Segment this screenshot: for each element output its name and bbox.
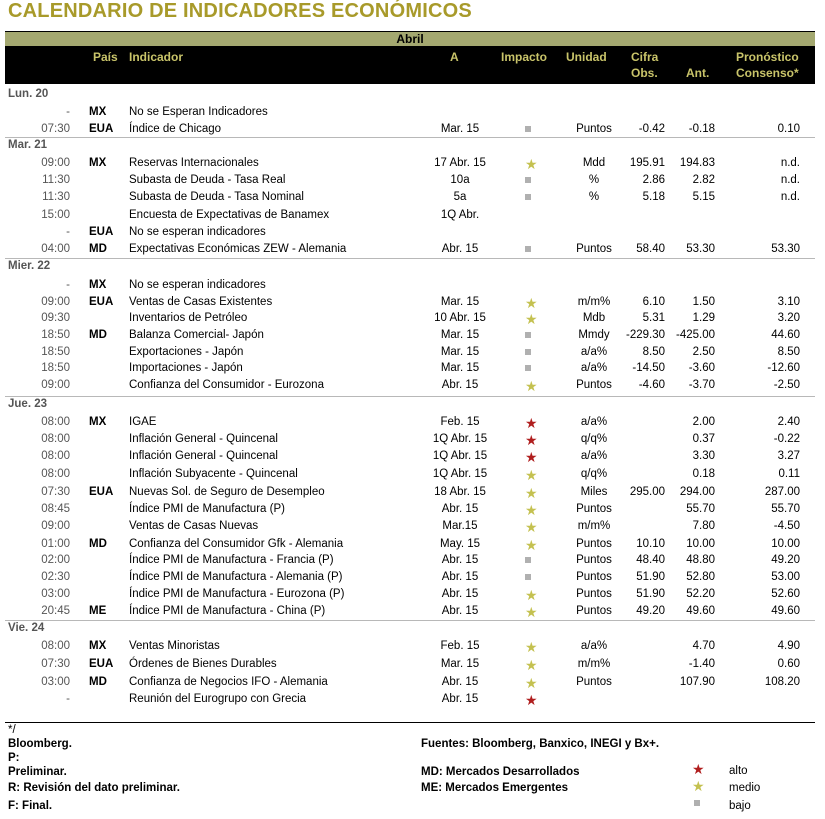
row-consensus: -4.50 <box>773 520 800 532</box>
footer-fuentes: Fuentes: Bloomberg, Banxico, INEGI y Bx+. <box>421 738 660 750</box>
page-title: CALENDARIO DE INDICADORES ECONÓMICOS <box>8 0 472 22</box>
row-time: 11:30 <box>42 191 70 203</box>
row-previous: 53.30 <box>686 243 715 255</box>
row-observed: 295.00 <box>629 486 665 498</box>
row-consensus: 287.00 <box>764 486 800 498</box>
row-period: 1Q Abr. 15 <box>432 468 488 480</box>
row-time: 09:00 <box>41 379 70 391</box>
row-previous: 55.70 <box>686 503 715 515</box>
row-period: Mar. 15 <box>440 329 480 341</box>
row-consensus: 108.20 <box>764 676 800 688</box>
table-row <box>5 327 815 344</box>
row-consensus: 2.40 <box>777 416 800 428</box>
row-unit: m/m% <box>577 520 611 532</box>
row-consensus: 55.70 <box>771 503 800 515</box>
table-header <box>5 46 815 84</box>
row-country: ME <box>89 605 107 617</box>
row-country: MX <box>89 416 107 428</box>
row-unit: Puntos <box>576 676 612 688</box>
row-consensus: 3.10 <box>777 296 800 308</box>
row-observed: 51.90 <box>636 588 665 600</box>
row-indicator: Encuesta de Expectativas de Banamex <box>129 209 330 221</box>
row-indicator: Confianza del Consumidor Gfk - Alemania <box>129 538 344 550</box>
row-country: MD <box>89 243 107 255</box>
row-period: Mar. 15 <box>440 123 480 135</box>
row-consensus: 0.11 <box>778 468 800 480</box>
row-previous: -3.60 <box>688 362 715 374</box>
row-period: Mar. 15 <box>440 346 480 358</box>
row-previous: 2.00 <box>692 416 715 428</box>
month-bar: Abril <box>5 31 815 47</box>
row-unit: Puntos <box>576 538 612 550</box>
row-previous: -3.70 <box>688 379 715 391</box>
row-observed: 5.31 <box>642 312 665 324</box>
footer-preliminar: Preliminar. <box>8 766 67 778</box>
row-previous: 194.83 <box>679 157 715 169</box>
footer-bloomberg: Bloomberg. <box>8 738 72 750</box>
row-indicator: Expectativas Económicas ZEW - Alemania <box>129 243 347 255</box>
row-consensus: 49.20 <box>771 554 800 566</box>
row-unit: a/a% <box>580 416 608 428</box>
row-time: 01:00 <box>41 538 70 550</box>
row-previous: 3.30 <box>692 450 715 462</box>
row-indicator: Ventas de Casas Nuevas <box>129 520 259 532</box>
day-header: Lun. 20 <box>8 88 49 100</box>
row-observed: 51.90 <box>636 571 665 583</box>
row-consensus: 3.20 <box>777 312 800 324</box>
row-indicator: Índice PMI de Manufactura - Francia (P) <box>129 554 334 566</box>
row-unit: a/a% <box>580 346 608 358</box>
row-indicator: Reservas Internacionales <box>129 157 259 169</box>
row-unit: q/q% <box>580 433 608 445</box>
row-country: MX <box>89 157 107 169</box>
row-unit: % <box>588 174 600 186</box>
row-indicator: Reunión del Eurogrupo con Grecia <box>129 693 307 705</box>
row-unit: Puntos <box>576 554 612 566</box>
legend-alto-star-icon: ★ <box>692 761 705 777</box>
row-time: 08:00 <box>41 450 70 462</box>
row-unit: a/a% <box>580 362 608 374</box>
header-cifra: Cifra <box>631 50 659 64</box>
row-time: 07:30 <box>41 486 70 498</box>
row-observed: -14.50 <box>632 362 665 374</box>
row-country: EUA <box>89 226 114 238</box>
row-period: Mar. 15 <box>440 296 480 308</box>
header-impacto: Impacto <box>501 50 548 64</box>
row-unit: a/a% <box>580 450 608 462</box>
row-indicator: Índice PMI de Manufactura - Alemania (P) <box>129 571 343 583</box>
row-time: 07:30 <box>41 658 70 670</box>
row-time: 18:50 <box>41 346 70 358</box>
row-period: Feb. 15 <box>440 640 480 652</box>
row-time: 09:00 <box>41 296 70 308</box>
row-period: Abr. 15 <box>441 503 479 515</box>
row-unit: Puntos <box>576 379 612 391</box>
row-consensus: 10.00 <box>771 538 800 550</box>
row-observed: 49.20 <box>636 605 665 617</box>
row-indicator: Subasta de Deuda - Tasa Nominal <box>129 191 304 203</box>
row-period: Abr. 15 <box>441 243 479 255</box>
header-pais: País <box>93 50 118 64</box>
row-previous: -0.18 <box>688 123 715 135</box>
table-row <box>5 241 815 258</box>
row-period: 5a <box>453 191 467 203</box>
table-row: 03:00 MD Confianza de Negocios IFO - Alemania Abr. 15 Puntos 107.90 108.20 ★ <box>5 674 815 691</box>
row-previous: 1.29 <box>692 312 715 324</box>
row-observed: 2.86 <box>642 174 665 186</box>
row-previous: 2.82 <box>692 174 715 186</box>
row-observed: 8.50 <box>642 346 665 358</box>
row-previous: 0.37 <box>692 433 715 445</box>
row-previous: 2.50 <box>692 346 715 358</box>
row-indicator: Órdenes de Bienes Durables <box>129 658 277 670</box>
row-indicator: Confianza del Consumidor - Eurozona <box>129 379 324 391</box>
row-indicator: Inflación Subyacente - Quincenal <box>129 468 298 480</box>
row-indicator: Ventas Minoristas <box>129 640 220 652</box>
row-period: Abr. 15 <box>441 588 479 600</box>
row-time: 11:30 <box>42 174 70 186</box>
day-header: Vie. 24 <box>8 622 45 634</box>
row-period: 10a <box>450 174 470 186</box>
footer-divider <box>5 722 815 723</box>
row-unit: m/m% <box>577 296 611 308</box>
table-row: 09:00 Ventas de Casas Nuevas Mar.15 m/m% 7.80 -4.50 ★ <box>5 518 815 535</box>
row-time: 09:00 <box>41 520 70 532</box>
legend-alto-label: alto <box>729 765 748 777</box>
row-consensus: 44.60 <box>771 329 800 341</box>
row-previous: 0.18 <box>692 468 715 480</box>
row-period: 17 Abr. 15 <box>434 157 486 169</box>
row-unit: Miles <box>580 486 608 498</box>
row-unit: q/q% <box>580 468 608 480</box>
table-row <box>5 360 815 377</box>
row-time: - <box>66 279 70 291</box>
row-consensus: -0.22 <box>773 433 800 445</box>
row-time: 03:00 <box>41 588 70 600</box>
row-period: Mar. 15 <box>440 362 480 374</box>
row-time: - <box>66 106 70 118</box>
row-indicator: IGAE <box>129 416 157 428</box>
row-previous: 49.60 <box>686 605 715 617</box>
row-unit: a/a% <box>580 640 608 652</box>
row-consensus: n.d. <box>780 191 800 203</box>
table-row <box>5 552 815 569</box>
row-indicator: No se Esperan Indicadores <box>129 106 268 118</box>
footer-final: F: Final. <box>8 800 53 812</box>
table-row: 03:00 Índice PMI de Manufactura - Eurozona (P) Abr. 15 Puntos 51.90 52.20 52.60 ★ <box>5 586 815 603</box>
day-separator <box>5 620 815 621</box>
table-row <box>5 344 815 361</box>
row-previous: -1.40 <box>688 658 715 670</box>
row-observed: -229.30 <box>625 329 665 341</box>
row-time: 18:50 <box>41 329 70 341</box>
footer-revision: R: Revisión del dato preliminar. <box>8 782 180 794</box>
row-unit: Puntos <box>576 123 612 135</box>
row-indicator: No se esperan indicadores <box>129 279 266 291</box>
row-country: EUA <box>89 658 114 670</box>
row-unit: % <box>588 191 600 203</box>
row-unit: Puntos <box>576 503 612 515</box>
table-row: 07:30 EUA Órdenes de Bienes Durables Mar. 15 m/m% -1.40 0.60 ★ <box>5 656 815 673</box>
row-period: Abr. 15 <box>441 379 479 391</box>
row-period: 1Q Abr. <box>440 209 480 221</box>
row-previous: 107.90 <box>679 676 715 688</box>
legend-bajo-square-icon <box>694 800 700 806</box>
row-country: MX <box>89 640 107 652</box>
row-period: Feb. 15 <box>440 416 480 428</box>
row-observed: 48.40 <box>636 554 665 566</box>
footer-md: MD: Mercados Desarrollados <box>421 766 580 778</box>
row-indicator: Subasta de Deuda - Tasa Real <box>129 174 286 186</box>
row-consensus: 0.60 <box>777 658 800 670</box>
row-country: MX <box>89 279 107 291</box>
row-period: Abr. 15 <box>441 693 479 705</box>
footer-me: ME: Mercados Emergentes <box>421 782 568 794</box>
row-time: 04:00 <box>41 243 70 255</box>
row-time: 03:00 <box>41 676 70 688</box>
row-previous: 48.80 <box>686 554 715 566</box>
table-row <box>5 172 815 189</box>
row-consensus: -2.50 <box>773 379 800 391</box>
row-previous: 7.80 <box>692 520 715 532</box>
table-row <box>5 224 815 241</box>
table-row: 08:00 Inflación General - Quincenal 1Q Abr. 15 a/a% 3.30 3.27 ★ <box>5 448 815 465</box>
row-time: - <box>66 226 70 238</box>
row-time: 07:30 <box>41 123 70 135</box>
row-indicator: Inventarios de Petróleo <box>129 312 248 324</box>
header-a: A <box>450 50 459 64</box>
row-period: 1Q Abr. 15 <box>432 450 488 462</box>
row-observed: 10.10 <box>636 538 665 550</box>
row-indicator: Inflación General - Quincenal <box>129 450 278 462</box>
row-consensus: 4.90 <box>777 640 800 652</box>
row-previous: 52.80 <box>686 571 715 583</box>
row-consensus: 49.60 <box>771 605 800 617</box>
row-indicator: Inflación General - Quincenal <box>129 433 278 445</box>
row-previous: -425.00 <box>675 329 715 341</box>
row-previous: 1.50 <box>692 296 715 308</box>
table-row <box>5 277 815 294</box>
row-time: 18:50 <box>41 362 70 374</box>
row-consensus: n.d. <box>780 174 800 186</box>
table-row <box>5 104 815 121</box>
row-time: - <box>66 693 70 705</box>
row-consensus: 8.50 <box>777 346 800 358</box>
header-ant: Ant. <box>686 66 710 80</box>
row-time: 09:00 <box>41 157 70 169</box>
table-row: 07:30 EUA Nuevas Sol. de Seguro de Desempleo 18 Abr. 15 Miles 295.00 294.00 287.00 ★ <box>5 484 815 501</box>
row-unit: Puntos <box>576 571 612 583</box>
row-indicator: No se esperan indicadores <box>129 226 266 238</box>
table-row: 20:45 ME Índice PMI de Manufactura - China (P) Abr. 15 Puntos 49.20 49.60 49.60 ★ <box>5 603 815 620</box>
legend-medio-label: medio <box>729 782 761 794</box>
row-observed: -0.42 <box>638 123 665 135</box>
row-period: May. 15 <box>439 538 481 550</box>
row-unit: Puntos <box>576 243 612 255</box>
table-row: 01:00 MD Confianza del Consumidor Gfk - Alemania May. 15 Puntos 10.10 10.00 10.00 ★ <box>5 536 815 553</box>
row-observed: -4.60 <box>638 379 665 391</box>
row-period: Abr. 15 <box>441 554 479 566</box>
row-previous: 294.00 <box>679 486 715 498</box>
row-observed: 58.40 <box>636 243 665 255</box>
row-country: EUA <box>89 123 114 135</box>
row-country: MD <box>89 676 107 688</box>
table-row: 08:00 MX Ventas Minoristas Feb. 15 a/a% 4.70 4.90 ★ <box>5 638 815 655</box>
table-row: 09:30 Inventarios de Petróleo 10 Abr. 15 Mdb 5.31 1.29 3.20 ★ <box>5 310 815 327</box>
table-row <box>5 189 815 206</box>
footer-p: P: <box>8 752 20 764</box>
table-row: 09:00 Confianza del Consumidor - Eurozona Abr. 15 Puntos -4.60 -3.70 -2.50 ★ <box>5 377 815 394</box>
row-period: Abr. 15 <box>441 676 479 688</box>
row-indicator: Importaciones - Japón <box>129 362 243 374</box>
row-time: 08:00 <box>41 640 70 652</box>
row-indicator: Índice PMI de Manufactura (P) <box>129 503 285 515</box>
table-row: 09:00 EUA Ventas de Casas Existentes Mar. 15 m/m% 6.10 1.50 3.10 ★ <box>5 294 815 311</box>
row-time: 08:00 <box>41 433 70 445</box>
day-header: Mar. 21 <box>8 139 47 151</box>
row-previous: 10.00 <box>686 538 715 550</box>
row-country: EUA <box>89 296 114 308</box>
row-indicator: Ventas de Casas Existentes <box>129 296 273 308</box>
day-header: Mier. 22 <box>8 260 51 272</box>
header-obs: Obs. <box>631 66 658 80</box>
row-time: 09:30 <box>41 312 70 324</box>
row-time: 08:00 <box>41 416 70 428</box>
header-pronostico: Pronóstico <box>736 50 799 64</box>
row-time: 08:00 <box>41 468 70 480</box>
row-country: MX <box>89 106 107 118</box>
row-unit: Mmdy <box>578 329 610 341</box>
row-indicator: Índice de Chicago <box>129 123 222 135</box>
row-consensus: 3.27 <box>777 450 800 462</box>
row-observed: 5.18 <box>642 191 665 203</box>
row-consensus: -12.60 <box>767 362 800 374</box>
row-time: 02:00 <box>41 554 70 566</box>
row-unit: Puntos <box>576 605 612 617</box>
row-period: 1Q Abr. 15 <box>432 433 488 445</box>
row-observed: 6.10 <box>642 296 665 308</box>
day-separator <box>5 396 815 397</box>
table-row: - Reunión del Eurogrupo con Grecia Abr. 15 ★ <box>5 691 815 708</box>
day-header: Jue. 23 <box>8 398 47 410</box>
row-country: MD <box>89 538 107 550</box>
row-indicator: Confianza de Negocios IFO - Alemania <box>129 676 328 688</box>
row-previous: 5.15 <box>692 191 715 203</box>
row-previous: 4.70 <box>692 640 715 652</box>
row-unit: Mdb <box>582 312 606 324</box>
row-indicator: Índice PMI de Manufactura - China (P) <box>129 605 326 617</box>
row-consensus: 53.00 <box>771 571 800 583</box>
row-time: 08:45 <box>41 503 70 515</box>
table-row: 08:45 Índice PMI de Manufactura (P) Abr. 15 Puntos 55.70 55.70 ★ <box>5 501 815 518</box>
table-row: 08:00 MX IGAE Feb. 15 a/a% 2.00 2.40 ★ <box>5 414 815 431</box>
table-row <box>5 121 815 138</box>
row-period: Abr. 15 <box>441 571 479 583</box>
row-country: EUA <box>89 486 114 498</box>
day-separator <box>5 258 815 259</box>
header-consenso: Consenso* <box>736 66 799 80</box>
row-previous: 52.20 <box>686 588 715 600</box>
header-indicador: Indicador <box>129 50 184 64</box>
table-row: 08:00 Inflación General - Quincenal 1Q Abr. 15 q/q% 0.37 -0.22 ★ <box>5 431 815 448</box>
table-row <box>5 207 815 224</box>
row-period: 10 Abr. 15 <box>434 312 486 324</box>
row-period: Mar.15 <box>442 520 478 532</box>
row-time: 02:30 <box>41 571 70 583</box>
row-consensus: 0.10 <box>777 123 800 135</box>
row-unit: m/m% <box>577 658 611 670</box>
row-period: Abr. 15 <box>441 605 479 617</box>
table-row: 08:00 Inflación Subyacente - Quincenal 1Q Abr. 15 q/q% 0.18 0.11 ★ <box>5 466 815 483</box>
row-indicator: Índice PMI de Manufactura - Eurozona (P) <box>129 588 345 600</box>
row-country: MD <box>89 329 107 341</box>
row-observed: 195.91 <box>629 157 665 169</box>
row-period: Mar. 15 <box>440 658 480 670</box>
row-unit: Mdd <box>582 157 606 169</box>
row-indicator: Nuevas Sol. de Seguro de Desempleo <box>129 486 325 498</box>
row-time: 20:45 <box>41 605 70 617</box>
legend-bajo-label: bajo <box>729 800 751 812</box>
header-unidad: Unidad <box>566 50 607 64</box>
legend-medio-star-icon: ★ <box>692 778 705 794</box>
row-consensus: 52.60 <box>771 588 800 600</box>
table-row <box>5 569 815 586</box>
row-unit: Puntos <box>576 588 612 600</box>
row-consensus: n.d. <box>780 157 800 169</box>
row-time: 15:00 <box>41 209 70 221</box>
row-indicator: Balanza Comercial- Japón <box>129 329 264 341</box>
row-period: 18 Abr. 15 <box>434 486 486 498</box>
footer-asterisk: */ <box>8 724 16 736</box>
row-indicator: Exportaciones - Japón <box>129 346 244 358</box>
row-consensus: 53.30 <box>771 243 800 255</box>
table-row: 09:00 MX Reservas Internacionales 17 Abr. 15 Mdd 195.91 194.83 n.d. ★ <box>5 155 815 172</box>
